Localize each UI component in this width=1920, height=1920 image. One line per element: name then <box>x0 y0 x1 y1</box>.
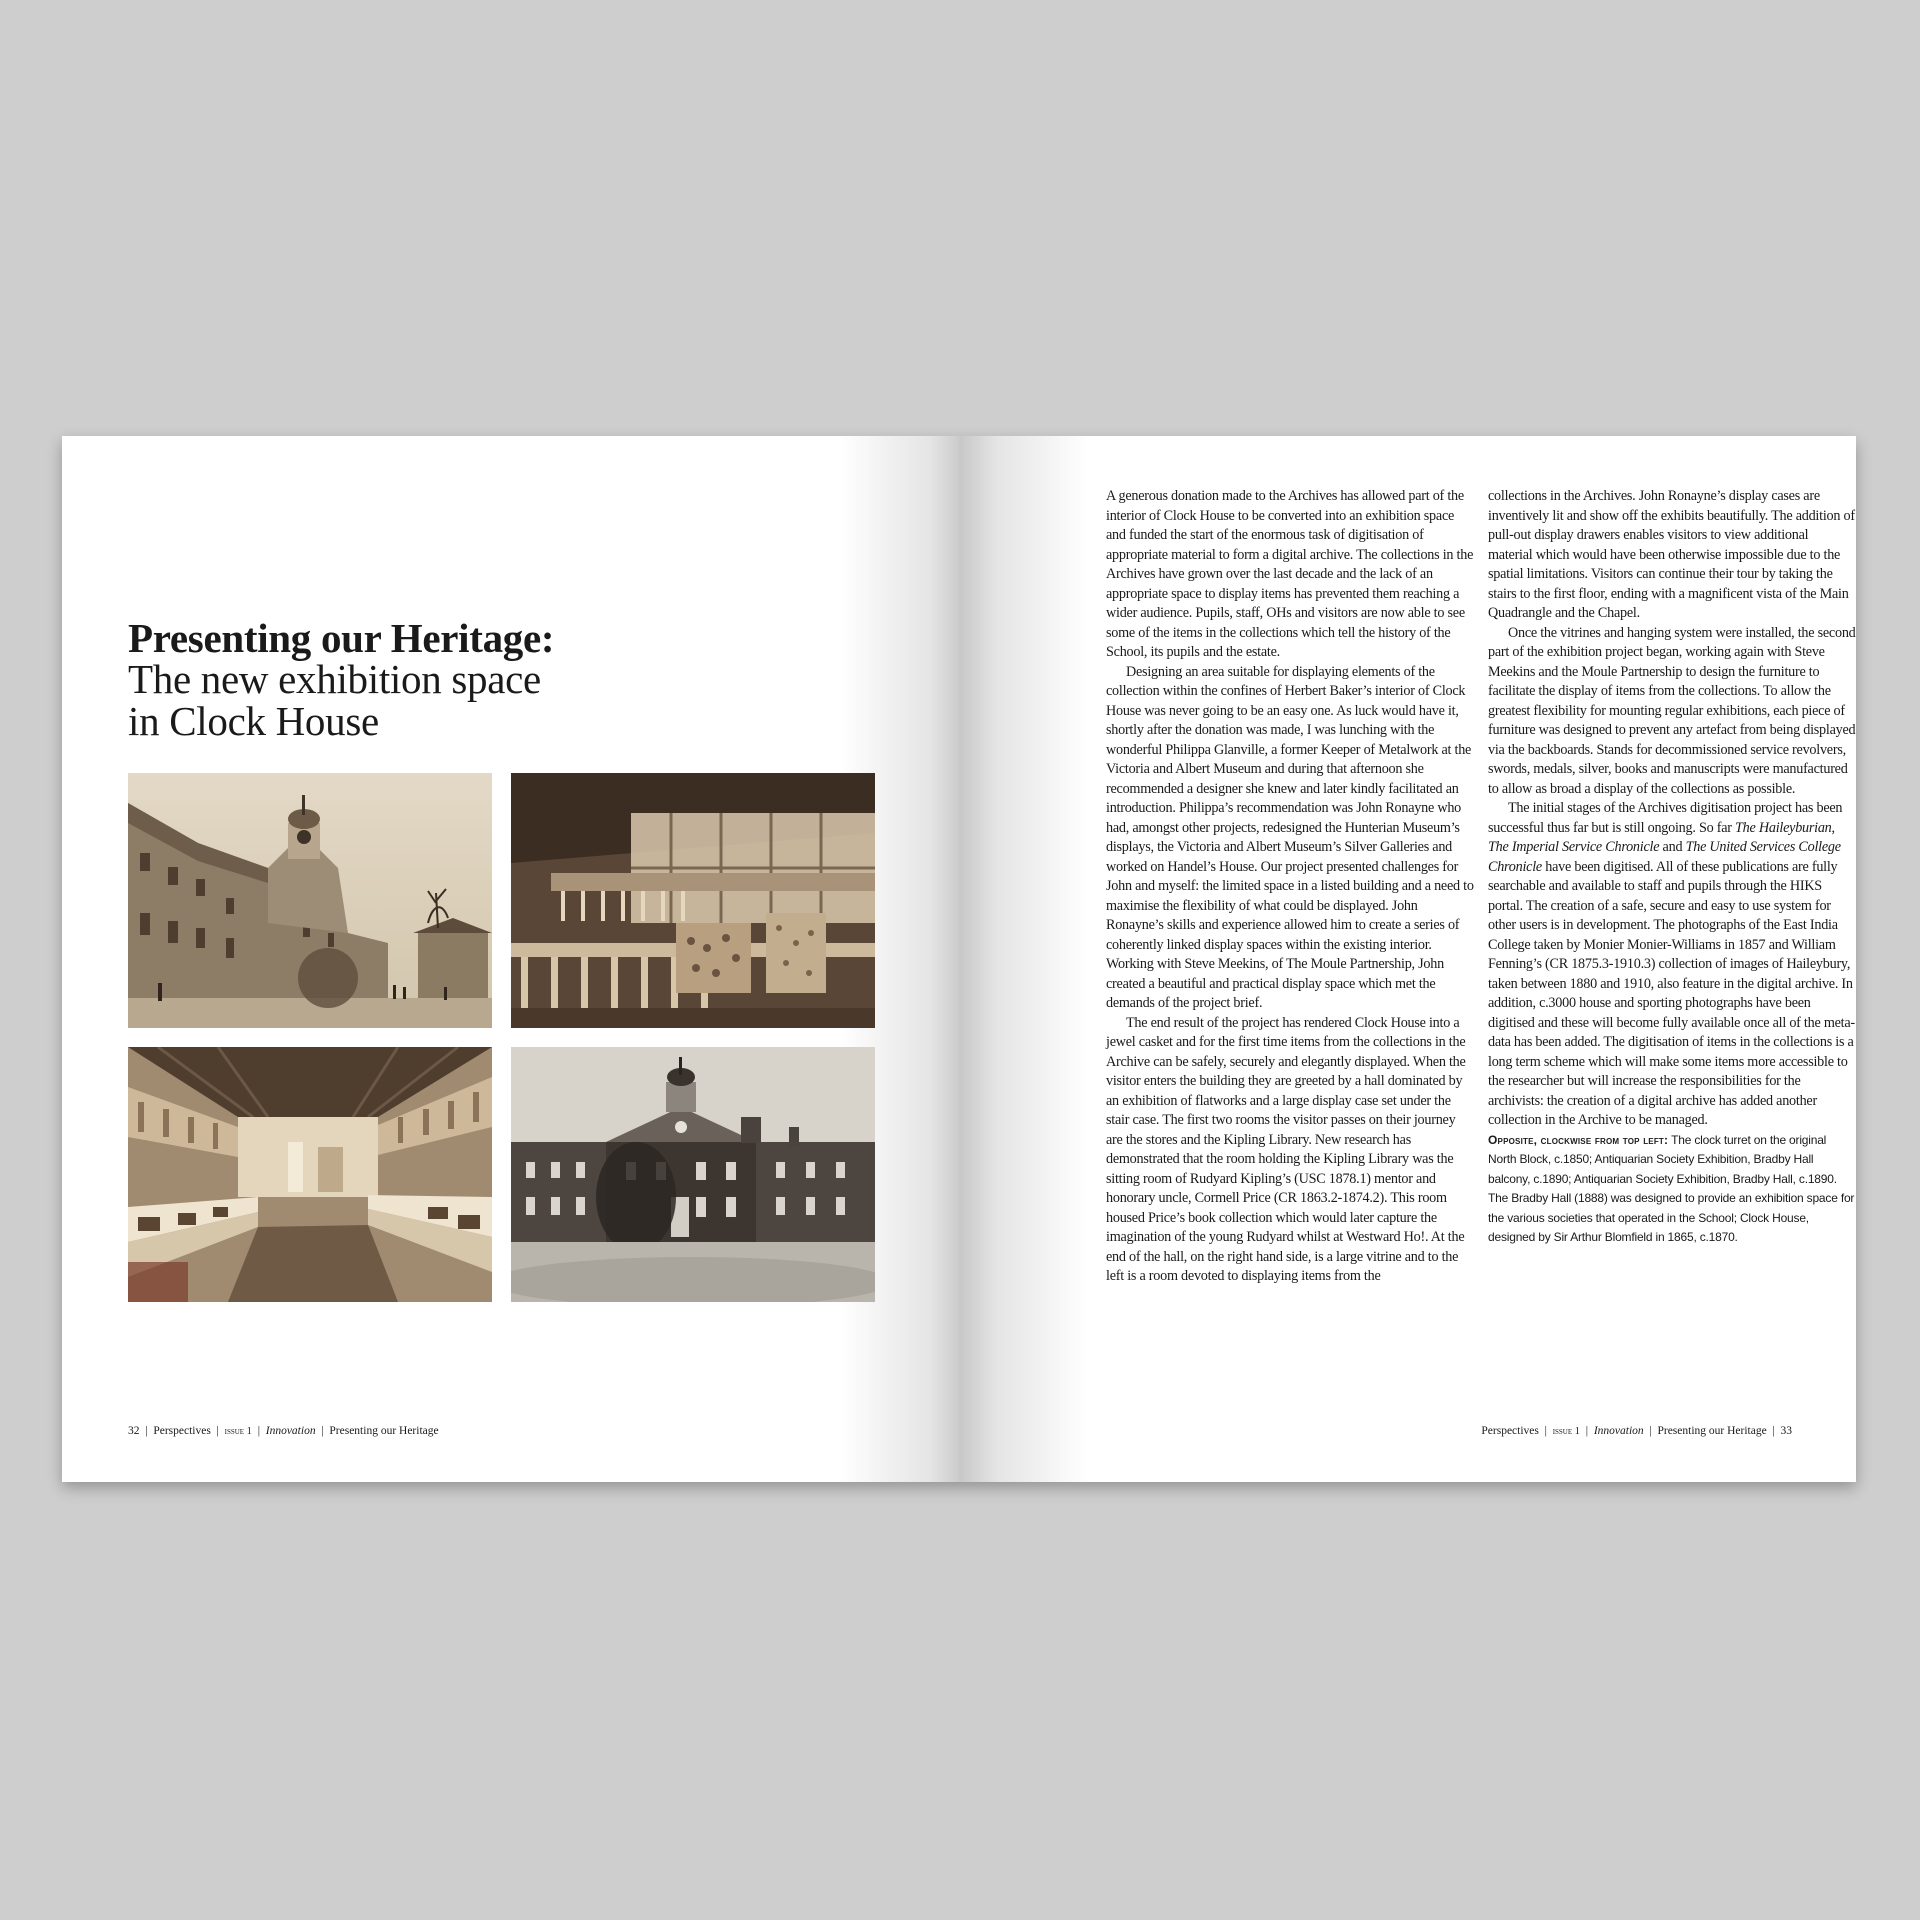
article-title <box>128 615 828 744</box>
magazine-spread <box>62 436 1856 1482</box>
publication-title: The Haileyburian <box>1735 819 1832 836</box>
body-paragraph: Once the vitrines and hanging system were installed, the second part of the exhibition project began, working again with Steve Meekins and the Moule Partnership to design the furniture to facilitate the display of items from the collections. To allow the greatest flexibility for mounting regular exhibitions, each piece of furniture was designed to prevent any artefact from being displayed via the backboards. Stands for decommissioned service revolvers, swords, medals, silver, books and manuscripts were manufactured to allow as broad a display of the collections as possible. <box>1488 624 1856 797</box>
body-paragraph: The initial stages of the Archives digitisation project has been successful thus far but is still ongoing. So far The Haileyburian, The Imperial Service Chronicle and The United Services College Chronicle have been digitised. All of these publications are fully searchable and available to staff and pupils through the HIKS portal. The creation of a safe, secure and easy to use system for other users is in development. The photographs of the East India College taken by Monier Monier-Williams in 1857 and William Fenning’s (CR 1875.3-1910.3) collection of images of Haileybury, taken between 1880 and 1910, also feature in the digital archive. In addition, c.3000 house and sporting photographs have been digitised and these will become fully available once all of the meta-data has been added. The digitisation of items in the collections is a long term scheme which will make some items more accessible to the researcher but will increase the responsibilities for the archivists: the creation of a digital archive has added another collection in the Archive to be managed. <box>1488 800 1855 1128</box>
folio-left: 32 | Perspectives | issue 1 | Innovation | Presenting our Heritage <box>128 1425 439 1437</box>
page-number: 33 <box>1780 1425 1792 1437</box>
issue-label: issue 1 <box>1552 1426 1581 1437</box>
issue-label: issue 1 <box>224 1426 252 1437</box>
publication-title: The Imperial Service Chronicle <box>1488 839 1660 855</box>
caption-text: The clock turret on the original North Block, c.1850; Antiquarian Society Exhibition, Bradby Hall balcony, c.1890; Antiquarian Society Exhibition, Bradby Hall, c.1890. The Bradby Hall (1888) was designed to provide an exhibition space for the various societies that operated in the School; Clock House, designed by Sir Arthur Blomfield in 1865, c.1870. <box>1488 1132 1855 1244</box>
section-label: Innovation <box>265 1425 316 1437</box>
magazine-name: Perspectives <box>1481 1425 1539 1437</box>
gutter-shadow <box>959 436 1089 1482</box>
photo-clock-turret <box>128 773 492 1028</box>
body-paragraph: The end result of the project has rendered Clock House into a jewel casket and for the first time items from the collections in the Archive can be safely, securely and elegantly displayed. When the visitor enters the building they are greeted by a hall dominated by an exhibition of flatworks and a large display case set under the stair case. The first two rooms the visitor passes on their journey are the stores and the Kipling Library. New research has demonstrated that the room holding the Kipling Library was the sitting room of Rudyard Kipling’s (USC 1878.1) mentor and honorary uncle, Cormell Price (CR 1863.2-1874.2). This room housed Price’s book collection which would later capture the imagination of the young Rudyard whilst at Westward Ho!. At the end of the hall, on the right hand side, is a large vitrine and to the left is a room devoted to displaying items from the <box>1106 1014 1466 1284</box>
body-paragraph: collections in the Archives. John Ronayne’s display cases are inventively lit and show off the exhibits beautifully. The addition of pull-out display drawers enables visitors to view additional material which would have been otherwise impossible due to the spatial limitations. Visitors can continue their tour by taking the stairs to the first floor, ending with a magnificent vista of the Main Quadrangle and the Chapel. <box>1488 488 1855 621</box>
body-column-1 <box>1106 487 1474 1287</box>
body-paragraph: Designing an area suitable for displaying elements of the collection within the confines of Herbert Baker’s interior of Clock House was never going to be an easy one. As luck would have it, shortly after the donation was made, I was lunching with the wonderful Philippa Glanville, a former Keeper of Metalwork at the Victoria and Albert Museum and during that afternoon she recommended a designer she knew and later kindly facilitated an introduction. Philippa’s recommendation was John Ronayne who had, amongst other projects, redesigned the Hunterian Museum’s displays, the Victoria and Albert Museum’s Silver Galleries and worked on Handel’s House. Our project presented challenges for John and myself: the limited space in a listed building and a need to maximise the flexibility of what could be displayed. John Ronayne’s skills and experience allowed him to create a series of coherently linked display spaces within the existing interior. Working with Steve Meekins, of The Moule Partnership, John created a beautiful and practical display space which met the demands of the project brief. <box>1106 663 1474 1011</box>
right-page <box>959 436 1856 1482</box>
magazine-name: Perspectives <box>153 1425 211 1437</box>
publication-title: The United Services College Chronicle <box>1488 839 1841 875</box>
photo-bradby-hall-balcony <box>511 773 875 1028</box>
title-line-3: in Clock House <box>128 698 379 744</box>
left-page <box>62 436 959 1482</box>
caption-lead: Opposite, clockwise from top left: <box>1488 1132 1669 1147</box>
section-label: Innovation <box>1593 1425 1644 1437</box>
title-line-1: Presenting our Heritage: <box>128 615 555 661</box>
title-line-2: The new exhibition space <box>128 656 541 702</box>
photo-clock-house <box>511 1047 875 1302</box>
page-number: 32 <box>128 1425 140 1437</box>
body-column-2 <box>1488 487 1856 1248</box>
article-label: Presenting our Heritage <box>1657 1425 1767 1437</box>
folio-right: Perspectives | issue 1 | Innovation | Presenting our Heritage | 33 <box>1481 1425 1792 1437</box>
photo-bradby-hall-exhibition <box>128 1047 492 1302</box>
body-paragraph: A generous donation made to the Archives has allowed part of the interior of Clock House to be converted into an exhibition space and funded the start of the enormous task of digitisation of appropriate material to form a digital archive. The collections in the Archives have grown over the last decade and the lack of an appropriate space to display items has prevented them reaching a wider audience. Pupils, staff, OHs and visitors are now able to see some of the items in the collections which tell the history of the School, its pupils and the estate. <box>1106 488 1474 660</box>
article-label: Presenting our Heritage <box>329 1425 439 1437</box>
photo-caption <box>1488 1131 1856 1248</box>
